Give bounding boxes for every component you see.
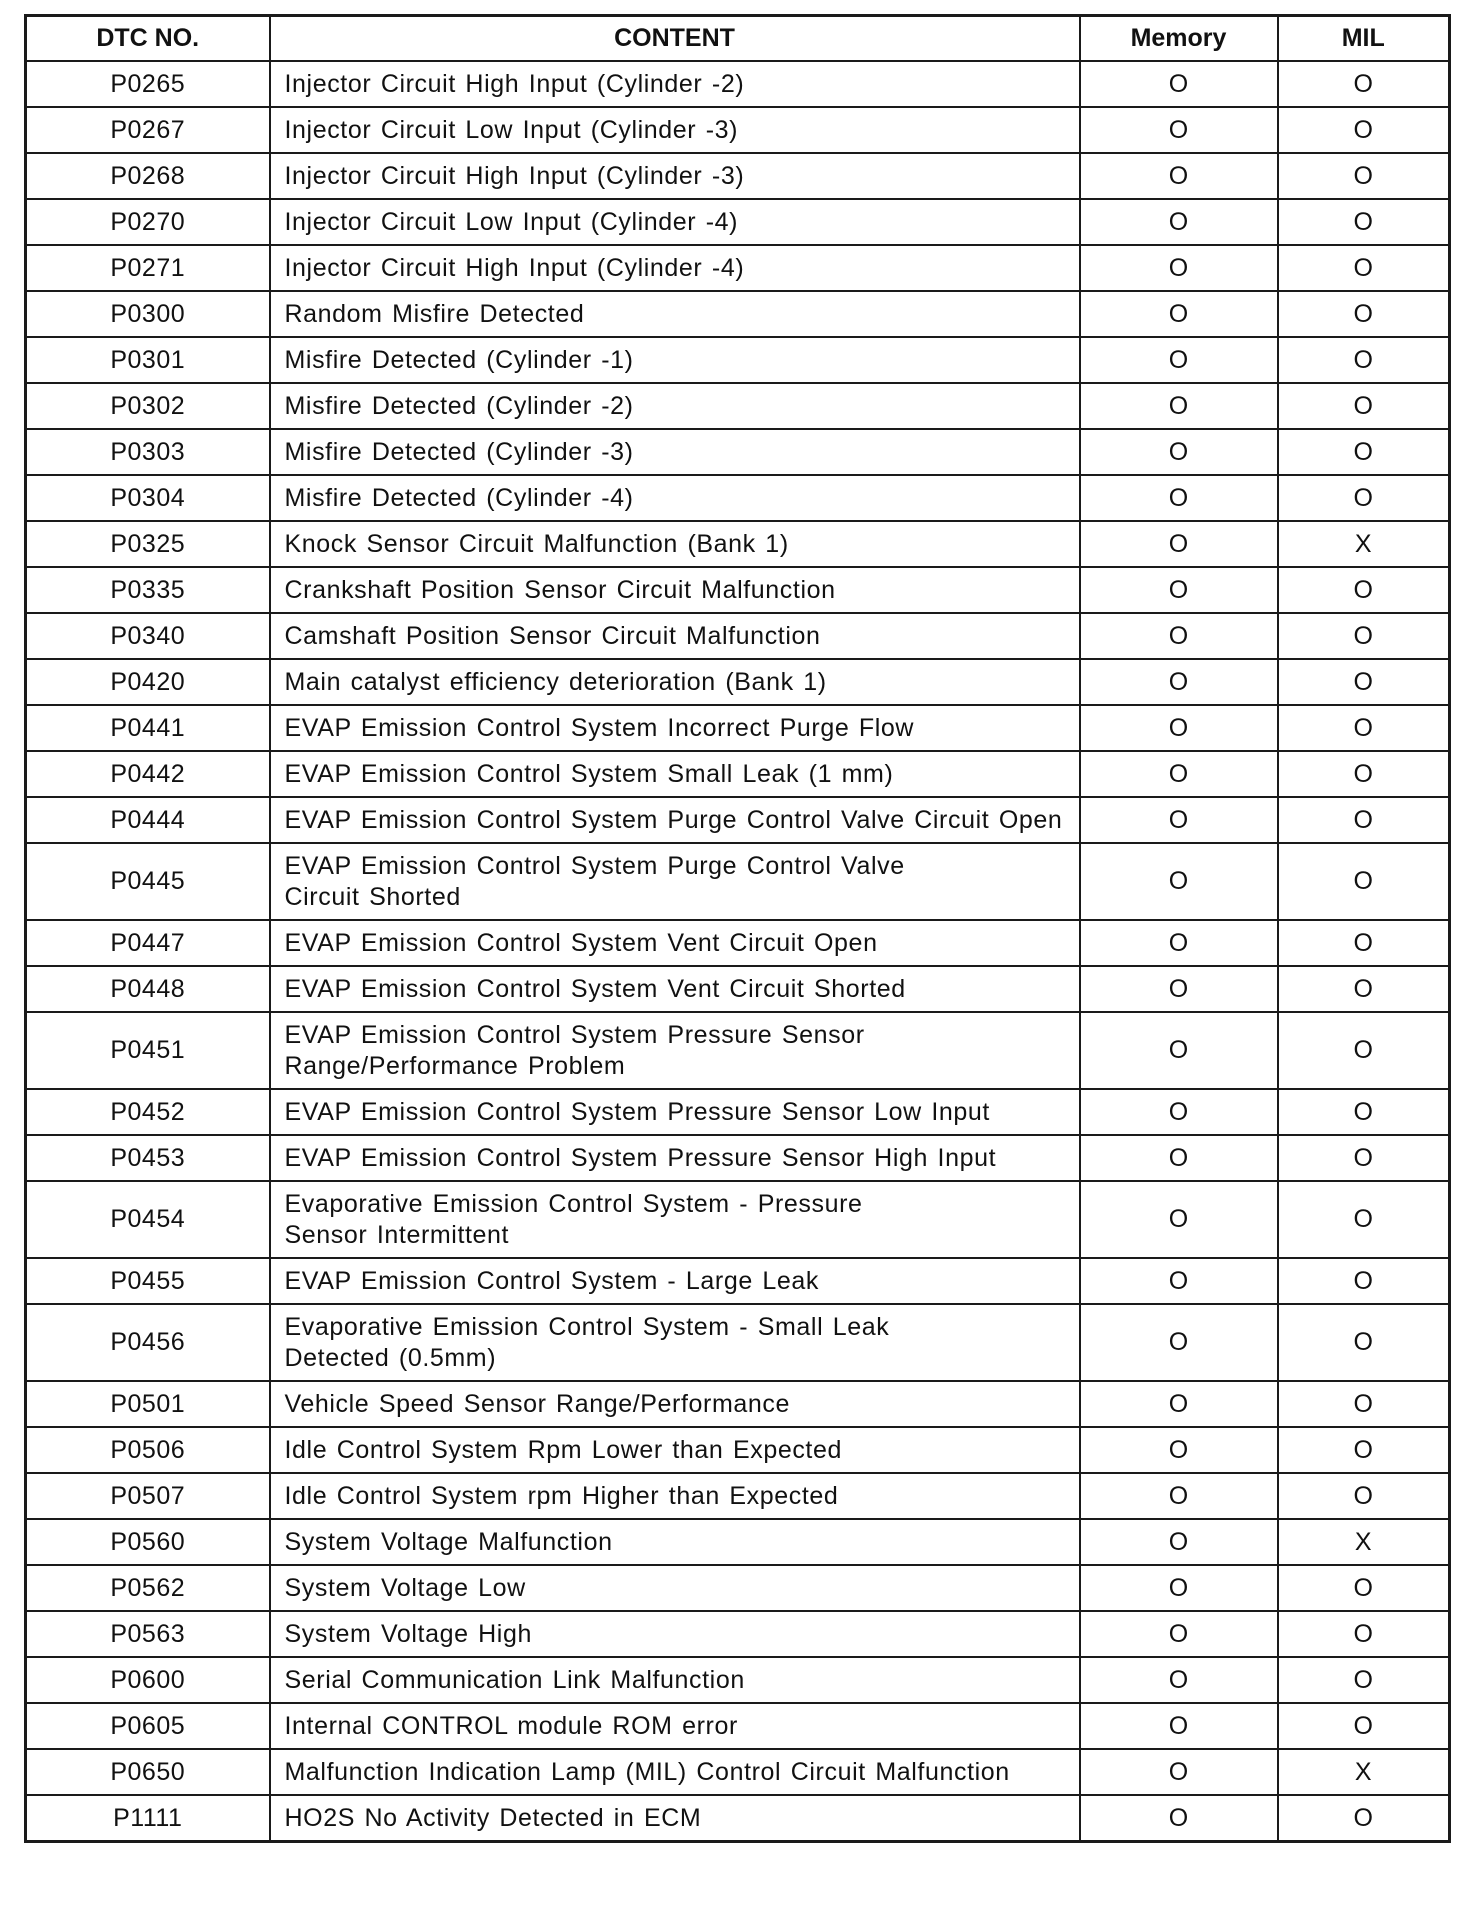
mil-mark-cell: O [1278, 567, 1450, 613]
memory-mark-cell: O [1080, 1473, 1278, 1519]
dtc-content-cell: Knock Sensor Circuit Malfunction (Bank 1) [270, 521, 1080, 567]
table-row [26, 1519, 1450, 1565]
mil-mark-cell: O [1278, 797, 1450, 843]
table-body [26, 61, 1450, 1842]
dtc-content-cell: EVAP Emission Control System Vent Circuit Shorted [270, 966, 1080, 1012]
memory-mark-cell: O [1080, 797, 1278, 843]
mil-mark-cell: O [1278, 1473, 1450, 1519]
dtc-content-cell: EVAP Emission Control System Pressure Sensor Low Input [270, 1089, 1080, 1135]
dtc-content-cell: Internal CONTROL module ROM error [270, 1703, 1080, 1749]
table-row [26, 1258, 1450, 1304]
dtc-code-cell: P0304 [26, 475, 270, 521]
table-row [26, 1012, 1450, 1089]
memory-mark-cell: O [1080, 199, 1278, 245]
dtc-code-cell: P0562 [26, 1565, 270, 1611]
mil-mark-cell: O [1278, 1304, 1450, 1381]
table-row [26, 1749, 1450, 1795]
mil-mark-cell: O [1278, 659, 1450, 705]
mil-mark-cell: O [1278, 966, 1450, 1012]
dtc-code-cell: P0444 [26, 797, 270, 843]
table-row [26, 1565, 1450, 1611]
mil-mark-cell: O [1278, 920, 1450, 966]
table-row [26, 843, 1450, 920]
dtc-table [24, 14, 1451, 1843]
mil-mark-cell: O [1278, 337, 1450, 383]
memory-mark-cell: O [1080, 1381, 1278, 1427]
table-header-row [26, 16, 1450, 62]
dtc-content-cell: EVAP Emission Control System Purge Control Valve Circuit Open [270, 797, 1080, 843]
table-row [26, 1795, 1450, 1842]
dtc-code-cell: P0300 [26, 291, 270, 337]
memory-mark-cell: O [1080, 61, 1278, 107]
dtc-code-cell: P0442 [26, 751, 270, 797]
mil-mark-cell: O [1278, 199, 1450, 245]
table-row [26, 1135, 1450, 1181]
mil-mark-cell: O [1278, 1089, 1450, 1135]
mil-mark-cell: O [1278, 475, 1450, 521]
mil-mark-cell: O [1278, 705, 1450, 751]
dtc-code-cell: P0563 [26, 1611, 270, 1657]
dtc-content-cell: Injector Circuit High Input (Cylinder -3) [270, 153, 1080, 199]
table-row [26, 429, 1450, 475]
mil-mark-cell: O [1278, 843, 1450, 920]
mil-mark-cell: O [1278, 1012, 1450, 1089]
dtc-content-cell: Evaporative Emission Control System - Pressure Sensor Intermittent [270, 1181, 1080, 1258]
memory-mark-cell: O [1080, 337, 1278, 383]
header-content: CONTENT [270, 16, 1080, 62]
dtc-code-cell: P0268 [26, 153, 270, 199]
dtc-code-cell: P0302 [26, 383, 270, 429]
table-row [26, 61, 1450, 107]
memory-mark-cell: O [1080, 966, 1278, 1012]
dtc-content-cell: Injector Circuit High Input (Cylinder -2) [270, 61, 1080, 107]
dtc-content-cell: Vehicle Speed Sensor Range/Performance [270, 1381, 1080, 1427]
table-row [26, 383, 1450, 429]
dtc-content-cell: Injector Circuit High Input (Cylinder -4) [270, 245, 1080, 291]
mil-mark-cell: O [1278, 1795, 1450, 1842]
dtc-code-cell: P0455 [26, 1258, 270, 1304]
dtc-content-cell: Main catalyst efficiency deterioration (Bank 1) [270, 659, 1080, 705]
table-row [26, 797, 1450, 843]
dtc-code-cell: P0456 [26, 1304, 270, 1381]
dtc-code-cell: P0325 [26, 521, 270, 567]
mil-mark-cell: X [1278, 1749, 1450, 1795]
table-row [26, 751, 1450, 797]
dtc-content-cell: EVAP Emission Control System Small Leak (1 mm) [270, 751, 1080, 797]
memory-mark-cell: O [1080, 1135, 1278, 1181]
dtc-code-cell: P0451 [26, 1012, 270, 1089]
memory-mark-cell: O [1080, 107, 1278, 153]
table-row [26, 475, 1450, 521]
memory-mark-cell: O [1080, 1519, 1278, 1565]
memory-mark-cell: O [1080, 1703, 1278, 1749]
dtc-content-cell: EVAP Emission Control System Pressure Sensor Range/Performance Problem [270, 1012, 1080, 1089]
dtc-content-cell: Misfire Detected (Cylinder -4) [270, 475, 1080, 521]
dtc-content-cell: HO2S No Activity Detected in ECM [270, 1795, 1080, 1842]
mil-mark-cell: X [1278, 1519, 1450, 1565]
table-row [26, 1304, 1450, 1381]
memory-mark-cell: O [1080, 1089, 1278, 1135]
dtc-code-cell: P0335 [26, 567, 270, 613]
memory-mark-cell: O [1080, 1657, 1278, 1703]
memory-mark-cell: O [1080, 567, 1278, 613]
dtc-content-cell: Evaporative Emission Control System - Small Leak Detected (0.5mm) [270, 1304, 1080, 1381]
table-row [26, 337, 1450, 383]
memory-mark-cell: O [1080, 920, 1278, 966]
dtc-content-cell: Crankshaft Position Sensor Circuit Malfunction [270, 567, 1080, 613]
dtc-code-cell: P0448 [26, 966, 270, 1012]
dtc-code-cell: P0453 [26, 1135, 270, 1181]
table-row [26, 153, 1450, 199]
mil-mark-cell: O [1278, 107, 1450, 153]
dtc-code-cell: P0507 [26, 1473, 270, 1519]
mil-mark-cell: O [1278, 751, 1450, 797]
dtc-code-cell: P0340 [26, 613, 270, 659]
memory-mark-cell: O [1080, 245, 1278, 291]
dtc-content-cell: Misfire Detected (Cylinder -3) [270, 429, 1080, 475]
table-row [26, 245, 1450, 291]
dtc-code-cell: P0271 [26, 245, 270, 291]
table-row [26, 966, 1450, 1012]
dtc-code-cell: P0270 [26, 199, 270, 245]
table-row [26, 1089, 1450, 1135]
table-row [26, 199, 1450, 245]
dtc-content-cell: Malfunction Indication Lamp (MIL) Control Circuit Malfunction [270, 1749, 1080, 1795]
memory-mark-cell: O [1080, 1795, 1278, 1842]
mil-mark-cell: O [1278, 1657, 1450, 1703]
table-row [26, 1473, 1450, 1519]
header-memory: Memory [1080, 16, 1278, 62]
dtc-code-cell: P0441 [26, 705, 270, 751]
memory-mark-cell: O [1080, 1565, 1278, 1611]
mil-mark-cell: O [1278, 245, 1450, 291]
dtc-content-cell: EVAP Emission Control System Pressure Sensor High Input [270, 1135, 1080, 1181]
dtc-content-cell: Misfire Detected (Cylinder -2) [270, 383, 1080, 429]
mil-mark-cell: O [1278, 1565, 1450, 1611]
dtc-content-cell: EVAP Emission Control System Vent Circuit Open [270, 920, 1080, 966]
table-row [26, 1611, 1450, 1657]
header-mil: MIL [1278, 16, 1450, 62]
dtc-code-cell: P0420 [26, 659, 270, 705]
dtc-code-cell: P1111 [26, 1795, 270, 1842]
memory-mark-cell: O [1080, 659, 1278, 705]
dtc-code-cell: P0501 [26, 1381, 270, 1427]
dtc-code-cell: P0445 [26, 843, 270, 920]
memory-mark-cell: O [1080, 153, 1278, 199]
dtc-content-cell: System Voltage High [270, 1611, 1080, 1657]
table-row [26, 705, 1450, 751]
dtc-content-cell: Serial Communication Link Malfunction [270, 1657, 1080, 1703]
dtc-code-cell: P0452 [26, 1089, 270, 1135]
table-row [26, 1703, 1450, 1749]
memory-mark-cell: O [1080, 429, 1278, 475]
mil-mark-cell: O [1278, 1135, 1450, 1181]
dtc-code-cell: P0454 [26, 1181, 270, 1258]
mil-mark-cell: X [1278, 521, 1450, 567]
mil-mark-cell: O [1278, 61, 1450, 107]
table-row [26, 1427, 1450, 1473]
memory-mark-cell: O [1080, 475, 1278, 521]
dtc-content-cell: Camshaft Position Sensor Circuit Malfunction [270, 613, 1080, 659]
table-row [26, 659, 1450, 705]
mil-mark-cell: O [1278, 383, 1450, 429]
table-row [26, 291, 1450, 337]
dtc-code-cell: P0600 [26, 1657, 270, 1703]
memory-mark-cell: O [1080, 1611, 1278, 1657]
memory-mark-cell: O [1080, 1258, 1278, 1304]
dtc-content-cell: EVAP Emission Control System - Large Leak [270, 1258, 1080, 1304]
dtc-content-cell: Random Misfire Detected [270, 291, 1080, 337]
mil-mark-cell: O [1278, 1427, 1450, 1473]
header-dtc-no: DTC NO. [26, 16, 270, 62]
dtc-content-cell: EVAP Emission Control System Incorrect Purge Flow [270, 705, 1080, 751]
dtc-code-cell: P0265 [26, 61, 270, 107]
table-row [26, 567, 1450, 613]
memory-mark-cell: O [1080, 521, 1278, 567]
memory-mark-cell: O [1080, 1012, 1278, 1089]
dtc-content-cell: Idle Control System Rpm Lower than Expected [270, 1427, 1080, 1473]
dtc-code-cell: P0605 [26, 1703, 270, 1749]
table-row [26, 1181, 1450, 1258]
dtc-code-cell: P0506 [26, 1427, 270, 1473]
dtc-content-cell: System Voltage Low [270, 1565, 1080, 1611]
dtc-code-cell: P0303 [26, 429, 270, 475]
table-row [26, 107, 1450, 153]
mil-mark-cell: O [1278, 1258, 1450, 1304]
dtc-code-cell: P0267 [26, 107, 270, 153]
memory-mark-cell: O [1080, 751, 1278, 797]
dtc-code-cell: P0560 [26, 1519, 270, 1565]
mil-mark-cell: O [1278, 153, 1450, 199]
table-row [26, 1657, 1450, 1703]
dtc-content-cell: Idle Control System rpm Higher than Expected [270, 1473, 1080, 1519]
dtc-code-cell: P0447 [26, 920, 270, 966]
dtc-code-cell: P0650 [26, 1749, 270, 1795]
dtc-content-cell: EVAP Emission Control System Purge Control Valve Circuit Shorted [270, 843, 1080, 920]
dtc-content-cell: Misfire Detected (Cylinder -1) [270, 337, 1080, 383]
memory-mark-cell: O [1080, 1304, 1278, 1381]
table-row [26, 613, 1450, 659]
table-row [26, 920, 1450, 966]
mil-mark-cell: O [1278, 429, 1450, 475]
dtc-code-cell: P0301 [26, 337, 270, 383]
memory-mark-cell: O [1080, 383, 1278, 429]
memory-mark-cell: O [1080, 291, 1278, 337]
table-row [26, 1381, 1450, 1427]
memory-mark-cell: O [1080, 1427, 1278, 1473]
memory-mark-cell: O [1080, 1749, 1278, 1795]
memory-mark-cell: O [1080, 613, 1278, 659]
mil-mark-cell: O [1278, 1611, 1450, 1657]
mil-mark-cell: O [1278, 613, 1450, 659]
table-row [26, 521, 1450, 567]
mil-mark-cell: O [1278, 1703, 1450, 1749]
dtc-content-cell: Injector Circuit Low Input (Cylinder -4) [270, 199, 1080, 245]
memory-mark-cell: O [1080, 1181, 1278, 1258]
mil-mark-cell: O [1278, 1381, 1450, 1427]
memory-mark-cell: O [1080, 843, 1278, 920]
dtc-content-cell: System Voltage Malfunction [270, 1519, 1080, 1565]
dtc-content-cell: Injector Circuit Low Input (Cylinder -3) [270, 107, 1080, 153]
mil-mark-cell: O [1278, 291, 1450, 337]
mil-mark-cell: O [1278, 1181, 1450, 1258]
memory-mark-cell: O [1080, 705, 1278, 751]
